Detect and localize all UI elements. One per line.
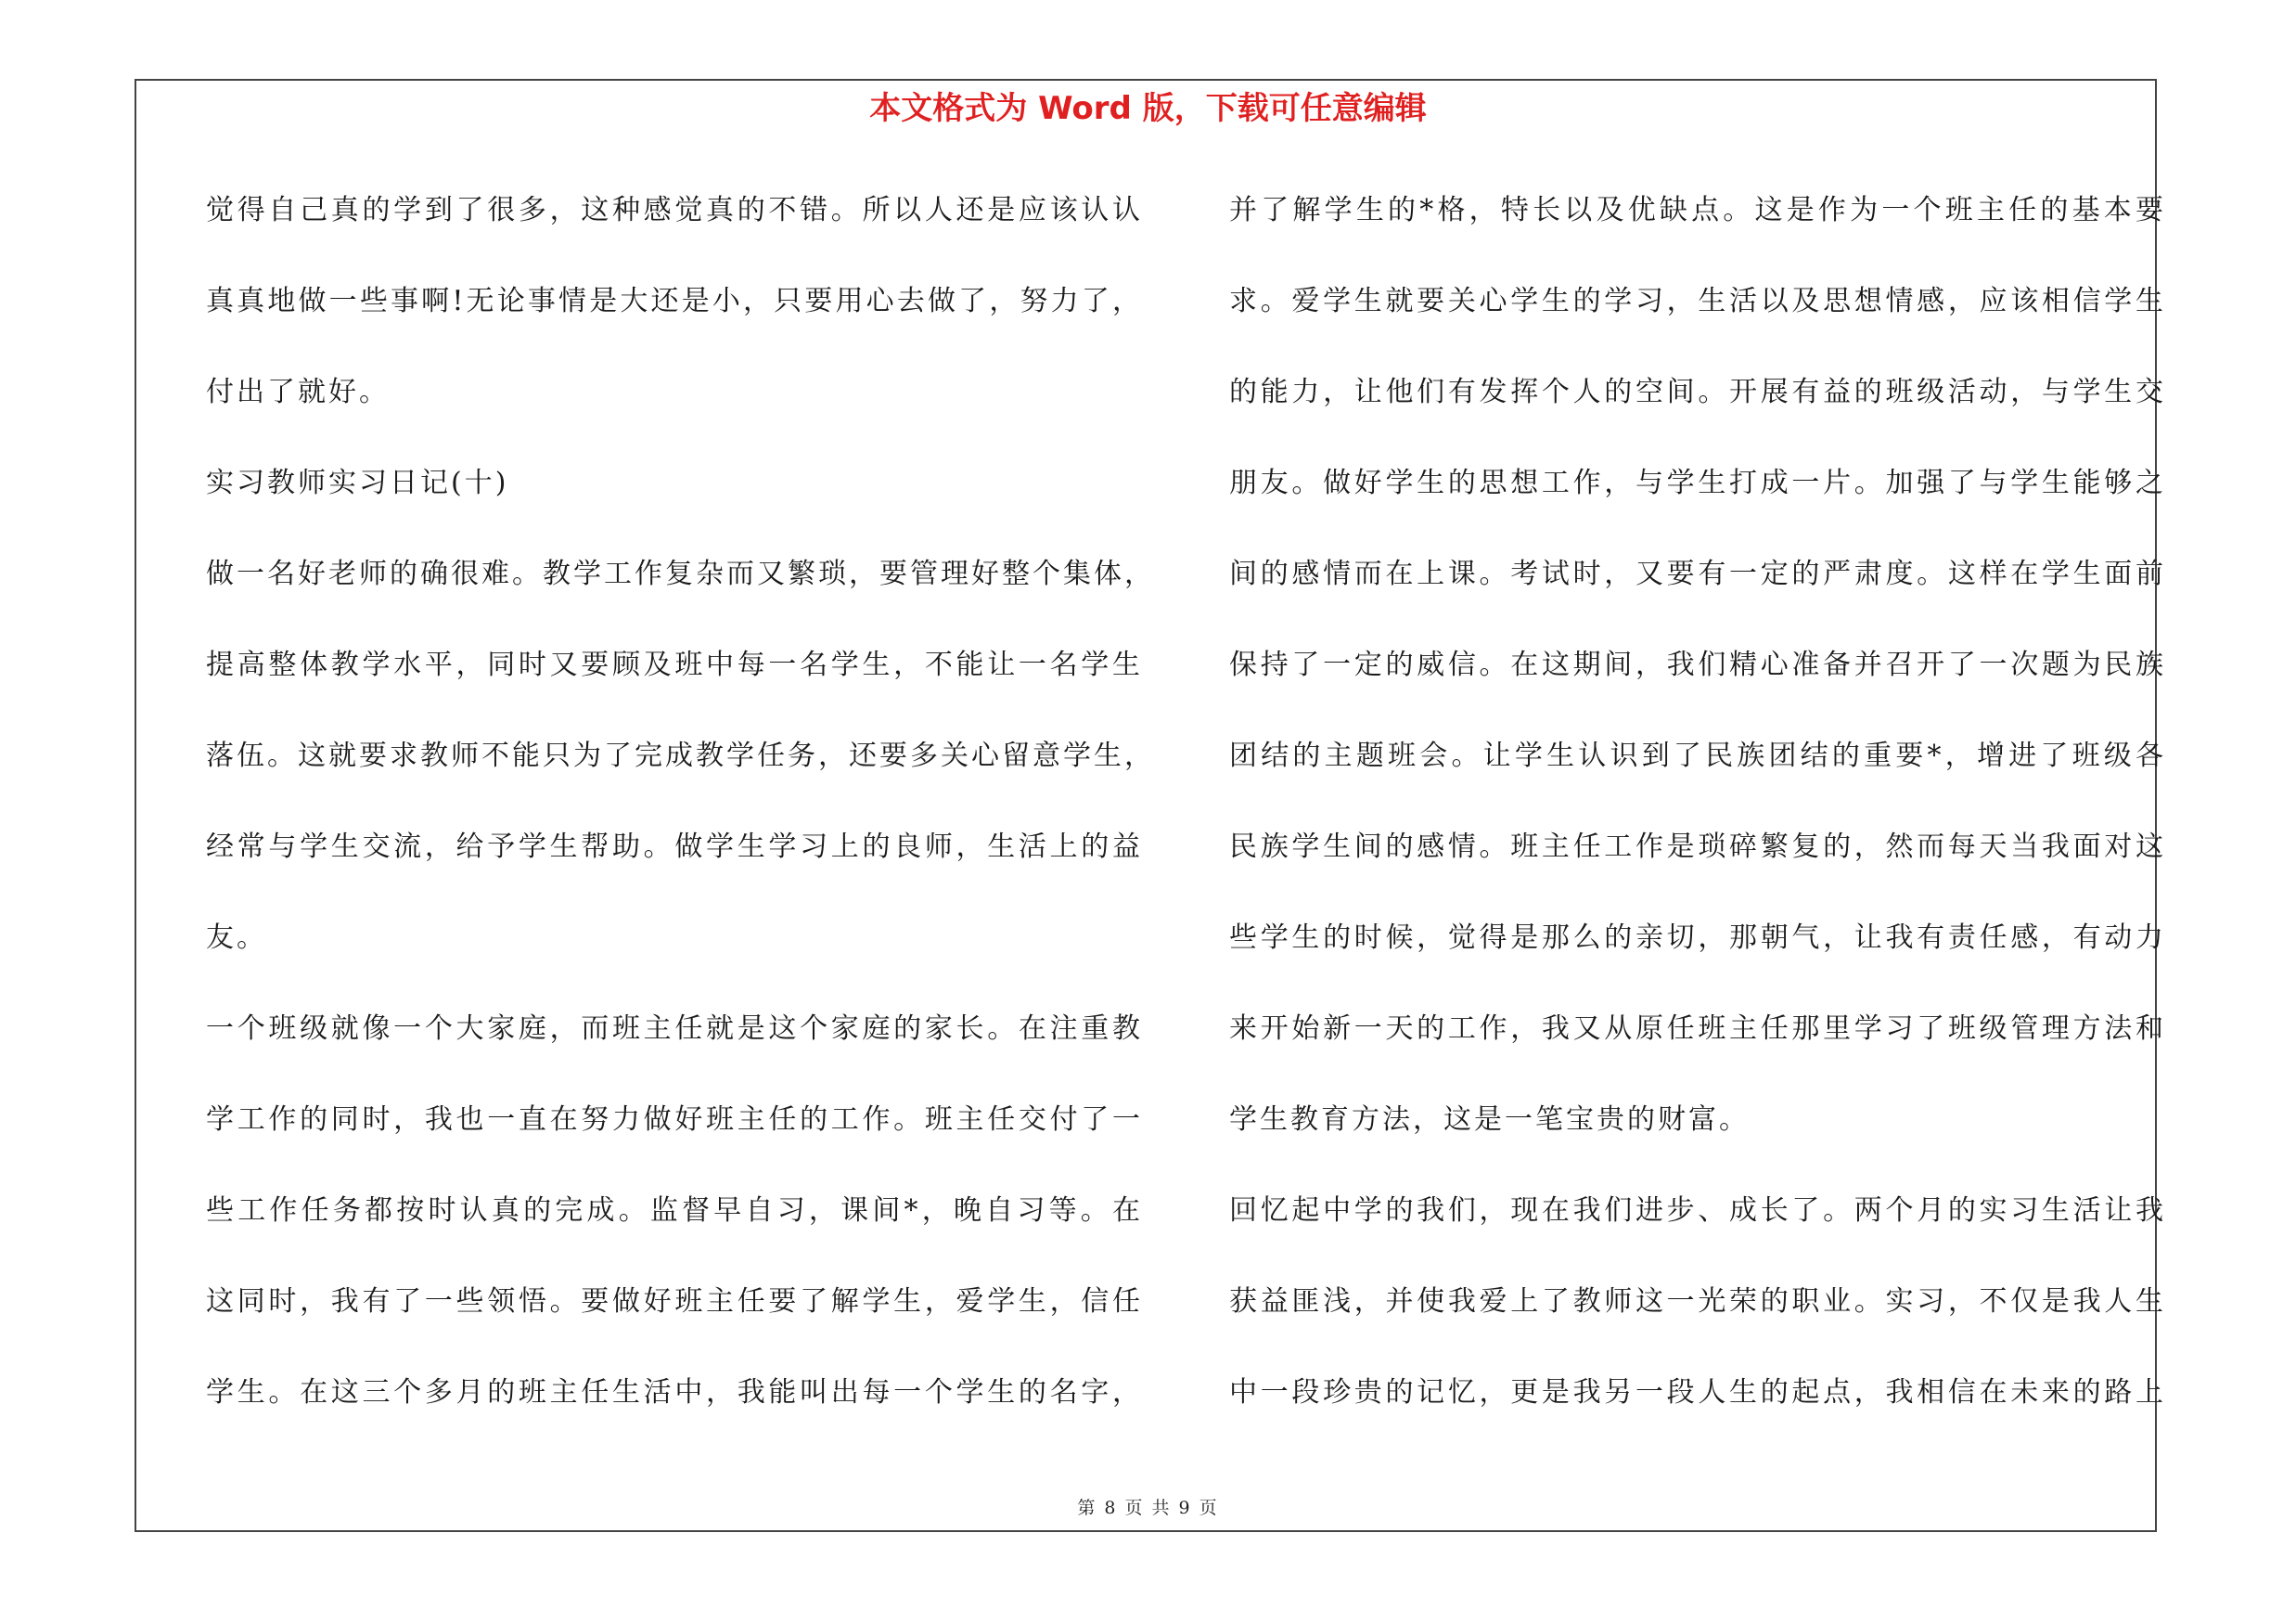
text-line: 团结的主题班会。让学生认识到了民族团结的重要*，增进了班级各 [1229, 740, 2166, 772]
text-line: 保持了一定的威信。在这期间，我们精心准备并召开了一次题为民族 [1229, 649, 2166, 681]
right-text-column [1229, 182, 2166, 1455]
text-line: 获益匪浅，并使我爱上了教师这一光荣的职业。实习，不仅是我人生 [1229, 1285, 2166, 1318]
text-line: 朋友。做好学生的思想工作，与学生打成一片。加强了与学生能够之 [1229, 467, 2166, 499]
text-line: 经常与学生交流，给予学生帮助。做学生学习上的良师，生活上的益 [206, 831, 1143, 863]
text-line: 觉得自己真的学到了很多，这种感觉真的不错。所以人还是应该认认 [206, 194, 1143, 226]
text-line: 落伍。这就要求教师不能只为了完成教学任务，还要多关心留意学生， [206, 740, 1155, 772]
text-line: 做一名好老师的确很难。教学工作复杂而又繁琐，要管理好整个集体， [206, 558, 1155, 590]
text-line: 民族学生间的感情。班主任工作是琐碎繁复的，然而每天当我面对这 [1229, 831, 2166, 863]
text-line: 的能力，让他们有发挥个人的空间。开展有益的班级活动，与学生交 [1229, 376, 2166, 408]
text-line: 学工作的同时，我也一直在努力做好班主任的工作。班主任交付了一 [206, 1103, 1143, 1136]
left-text-column [206, 182, 1155, 1455]
text-line: 回忆起中学的我们，现在我们进步、成长了。两个月的实习生活让我 [1229, 1194, 2166, 1227]
text-line: 并了解学生的*格，特长以及优缺点。这是作为一个班主任的基本要 [1229, 194, 2166, 226]
text-line: 间的感情而在上课。考试时，又要有一定的严肃度。这样在学生面前 [1229, 558, 2166, 590]
text-line: 提高整体教学水平，同时又要顾及班中每一名学生，不能让一名学生 [206, 649, 1143, 681]
text-line: 些学生的时候，觉得是那么的亲切，那朝气，让我有责任感，有动力 [1229, 921, 2166, 954]
text-line: 些工作任务都按时认真的完成。监督早自习，课间*，晚自习等。在 [206, 1194, 1143, 1227]
text-line: 来开始新一天的工作，我又从原任班主任那里学习了班级管理方法和 [1229, 1012, 2166, 1045]
text-line: 一个班级就像一个大家庭，而班主任就是这个家庭的家长。在注重教 [206, 1012, 1143, 1045]
text-line: 中一段珍贵的记忆，更是我另一段人生的起点，我相信在未来的路上 [1229, 1376, 2166, 1409]
text-line: 这同时，我有了一些领悟。要做好班主任要了解学生，爱学生，信任 [206, 1285, 1143, 1318]
text-line: 友。 [206, 921, 267, 954]
text-line: 学生教育方法，这是一笔宝贵的财富。 [1229, 1103, 1750, 1136]
format-banner: 本文格式为 Word 版，下载可任意编辑 [869, 90, 1427, 127]
text-line: 求。爱学生就要关心学生的学习，生活以及思想情感，应该相信学生 [1229, 285, 2166, 317]
text-line: 实习教师实习日记(十) [206, 467, 509, 499]
text-line: 真真地做一些事啊!无论事情是大还是小，只要用心去做了，努力了， [206, 285, 1143, 317]
text-line: 付出了就好。 [206, 376, 390, 408]
text-line: 学生。在这三个多月的班主任生活中，我能叫出每一个学生的名字， [206, 1376, 1143, 1409]
page-number-footer: 第 8 页 共 9 页 [1077, 1498, 1219, 1518]
